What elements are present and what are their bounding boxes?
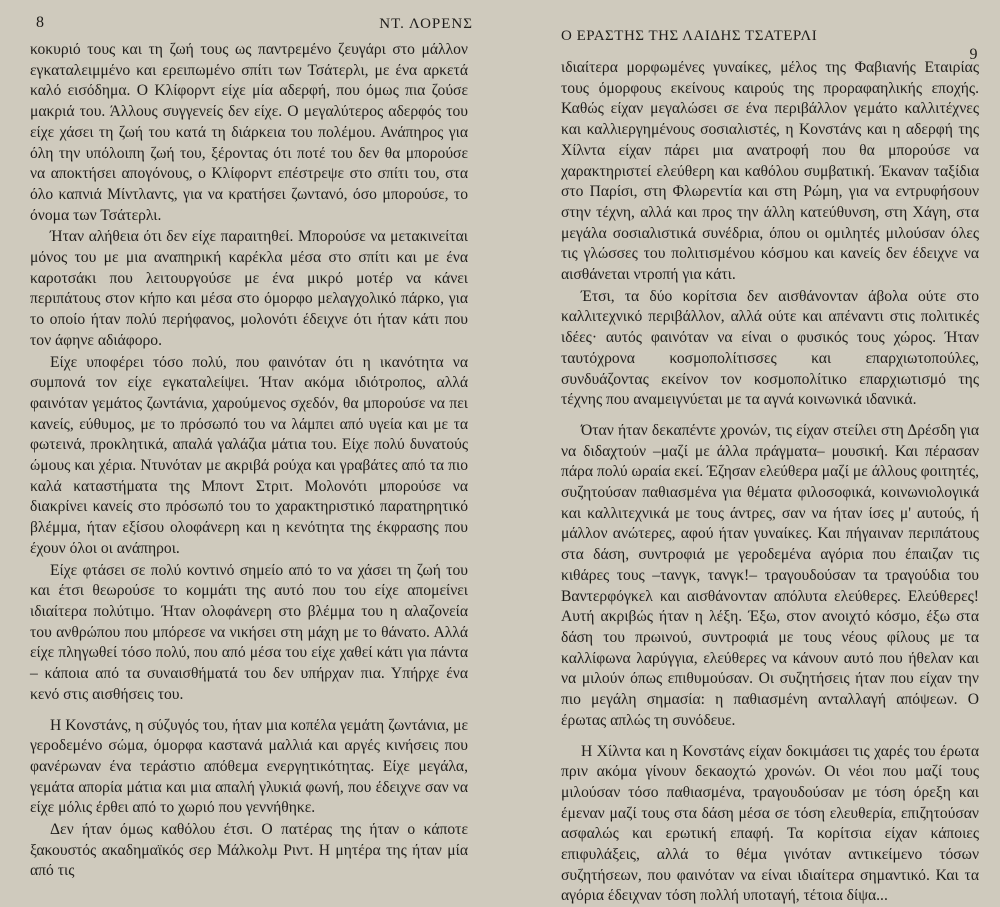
paragraph: ιδιαίτερα μορφωμένες γυναίκες, μέλος της Φαβιανής Εταιρίας τους όμορφους εκείνους καιρούς της προραφαηλικής εποχής. Καθώς είχαν μεγαλώσει σε ένα περιβάλλον γεμάτο καλλιτέχνες και καλλιεργημένους σοσιαλιστές, η Κονστάνς και η αδερφή της Χίλντα είχαν πάρει μια ανατροφή που θα μπορούσε να χαρακτηριστεί ελεύθερη και καθόλου συμβατική. Έκαναν ταξίδια στο Παρίσι, στη Φλωρεντία και στη Ρώμη, για να εντρυφήσουν στην τέχνη, αλλά και προς την άλλη κατεύθυνση, στη Χάγη, στα μεγάλα σοσιαλιστικά συνέδρια, όπου οι ομιλητές μιλούσαν όλες τις γλώσσες του πολιτισμένου κόσμου και κανείς δεν έδειχνε να αισθάνεται ντροπή για κάτι. <box>561 58 979 286</box>
right-page-body <box>561 58 979 907</box>
paragraph: κοκυριό τους και τη ζωή τους ως παντρεμένο ζευγάρι στο μάλλον εγκαταλειμμένο και ερειπωμένο σπίτι των Τσάτερλι, με ένα αρκετά καλό εισόδημα. Ο Κλίφορντ είχε μία αδερφή, που όμως πια ζούσε μακριά του. Άλλους συγγενείς δεν είχε. Ο μεγαλύτερος αδερφός του είχε χάσει τη ζωή του κατά τη διάρκεια του πολέμου. Ανάπηρος για όλη την υπόλοιπη ζωή του, ξέροντας ότι ποτέ του δεν θα μπορούσε να αποκτήσει απογόνους, ο Κλίφορντ επέστρεψε στο σπίτι του, στα όλο καπνιά Μίντλαντς, για να κρατήσει ζωντανό, όσο μπορούσε, το όνομα των Τσάτερλι. <box>30 40 468 226</box>
paragraph: Είχε υποφέρει τόσο πολύ, που φαινόταν ότι η ικανότητα να συμπονά τον είχε εγκαταλείψει. Ήταν ακόμα ιδιότροπος, αλλά φαινόταν γεμάτος ζωντάνια, χαρούμενος σχεδόν, θα μπορούσε να πει κανείς, εύθυμος, με το πρόσωπό του να λάμπει από υγεία και με τα φωτεινά, προκλητικά, απαλά γαλάζια μάτια του. Είχε πολύ δυνατούς ώμους και χέρια. Ντυνόταν με ακριβά ρούχα και γραβάτες από τα πιο καλά καταστήματα της Μποντ Στριτ. Μολονότι μπορούσε να διακρίνει κανείς στο πρόσωπό του το χαρακτηριστικό παρατηρητικό βλέμμα, ήταν εξίσου ολοφάνερη και η κενότητα της έκφρασης που έχουν όλοι οι ανάπηροι. <box>30 353 468 560</box>
paragraph: Η Χίλντα και η Κονστάνς είχαν δοκιμάσει τις χαρές του έρωτα πριν ακόμα γίνουν δεκαοχτώ χρονών. Οι νέοι που μαζί τους μιλούσαν τόσο παθιασμένα, τραγουδούσαν με τόση όρεξη και έμεναν μαζί τους στα δάση μέσα σε τόση ελευθερία, επιζητούσαν ασφαλώς και ερωτική επαφή. Τα κορίτσια είχαν κάποιες επιφυλάξεις, αλλά το θέμα γινόταν αντικείμενο τόσων συζητήσεων, που φαινόταν να είναι ιδιαίτερα σημαντικό. Και τα αγόρια έδειχναν τόση πολλή υποταγή, τέτοια δίψα... <box>561 742 979 907</box>
left-page-header <box>0 10 495 36</box>
left-page <box>0 0 495 775</box>
page-number-left: 8 <box>36 14 45 32</box>
paragraph: Όταν ήταν δεκαπέντε χρονών, τις είχαν στείλει στη Δρέσδη για να διδαχτούν –μαζί με άλλα πράγματα– μουσική. Και πέρασαν πάρα πολύ ωραία εκεί. Έζησαν ελεύθερα μαζί με άλλους φοιτητές, συζητούσαν παθιασμένα για θέματα φιλοσοφικά, κοινωνιολογικά και καλλιτεχνικά με τους άντρες, σαν να ήταν ίσες μ' αυτούς, ή μάλλον ανώτερες, αφού ήταν γυναίκες. Και πήγαιναν περιπάτους στα δάση, συντροφιά με γεροδεμένα αγόρια που έπαιζαν τις κιθάρες τους –τανγκ, τανγκ!– τραγουδούσαν τα τραγούδια του Βαντερφόγκελ και αισθάνονταν απόλυτα ελεύθερες. Ελεύθερες! Αυτή ακριβώς ήταν η λέξη. Έξω, στον ανοιχτό κόσμο, έξω στα δάση του πρωινού, συντροφιά με τους νέους φίλους με τα καλλίφωνα λαρύγγια, ελεύθερες να κάνουν αυτό που ήθελαν και να μιλούν όπως επιθυμούσαν. Οι συζητήσεις ήταν που είχαν την πιο μεγάλη σημασία: η παθιασμένη ανταλλαγή απόψεων. Ο έρωτας απλώς τη συνόδευε. <box>561 421 979 732</box>
page-number-right: 9 <box>970 46 979 64</box>
right-page-header <box>505 10 1000 36</box>
paragraph: Έτσι, τα δύο κορίτσια δεν αισθάνονταν άβολα ούτε στο καλλιτεχνικό περιβάλλον, αλλά ούτε και απέναντι στις πολιτικές ιδέες· αυτός φαινόταν να είναι ο φυσικός τους χώρος. Ήταν ταυτόχρονα κοσμοπολίτισσες και επαρχιωτοπούλες, συνδυάζοντας εκείνον τον κοσμοπολίτικο επαρχιωτισμό της τέχνης που αναμειγνύεται με τα αγνά κοινωνικά ιδανικά. <box>561 287 979 411</box>
paragraph: Ήταν αλήθεια ότι δεν είχε παραιτηθεί. Μπορούσε να μετακινείται μόνος του με μια αναπηρική καρέκλα μέσα στο σπίτι και με ένα καροτσάκι που λειτουργούσε με ένα μικρό μοτέρ να κάνει περιπάτους στον κήπο και μέσα στο όμορφο μελαγχολικό πάρκο, για το οποίο ήταν πολύ περήφανος, μολονότι έδειχνε ότι ήταν κάτι που τον άφηνε αδιάφορο. <box>30 227 468 351</box>
paragraph: Η Κονστάνς, η σύζυγός του, ήταν μια κοπέλα γεμάτη ζωντάνια, με γεροδεμένο σώμα, όμορφα καστανά μαλλιά και αργές κινήσεις που φανέρωναν ένα τεράστιο απόθεμα ενεργητικότητας. Είχε μεγάλα, γεμάτα απορία μάτια και μια απαλή γλυκιά φωνή, που έδειχνε σαν να είχε μόλις έρθει από το χωριό που γεννήθηκε. <box>30 716 468 820</box>
running-head-author: ΝΤ. ΛΟΡΕΝΣ <box>379 16 473 33</box>
paragraph: Είχε φτάσει σε πολύ κοντινό σημείο από το να χάσει τη ζωή του και έτσι θεωρούσε το κομμάτι της αυτό που του είχε απομείνει ιδιαίτερα πολύτιμο. Ήταν ολοφάνερη στο βλέμμα του η αλαζονεία του ανθρώπου που μπόρεσε να νικήσει στη μάχη με το θάνατο. Αλλά είχε πληγωθεί τόσο πολύ, που από μέσα του είχε χαθεί κάτι για πάντα – κάποια από τα συναισθήματά του δεν υπήρχαν πια. Υπήρχε ένα κενό στις αισθήσεις του. <box>30 561 468 706</box>
paragraph: Δεν ήταν όμως καθόλου έτσι. Ο πατέρας της ήταν ο κάποτε ξακουστός ακαδημαϊκός σερ Μάλκολμ Ριντ. Η μητέρα της ήταν μία από τις <box>30 820 468 882</box>
left-page-body <box>30 40 468 882</box>
right-page <box>505 0 1000 775</box>
running-head-title: Ο ΕΡΑΣΤΗΣ ΤΗΣ ΛΑΙΔΗΣ ΤΣΑΤΕΡΛΙ <box>561 28 817 45</box>
